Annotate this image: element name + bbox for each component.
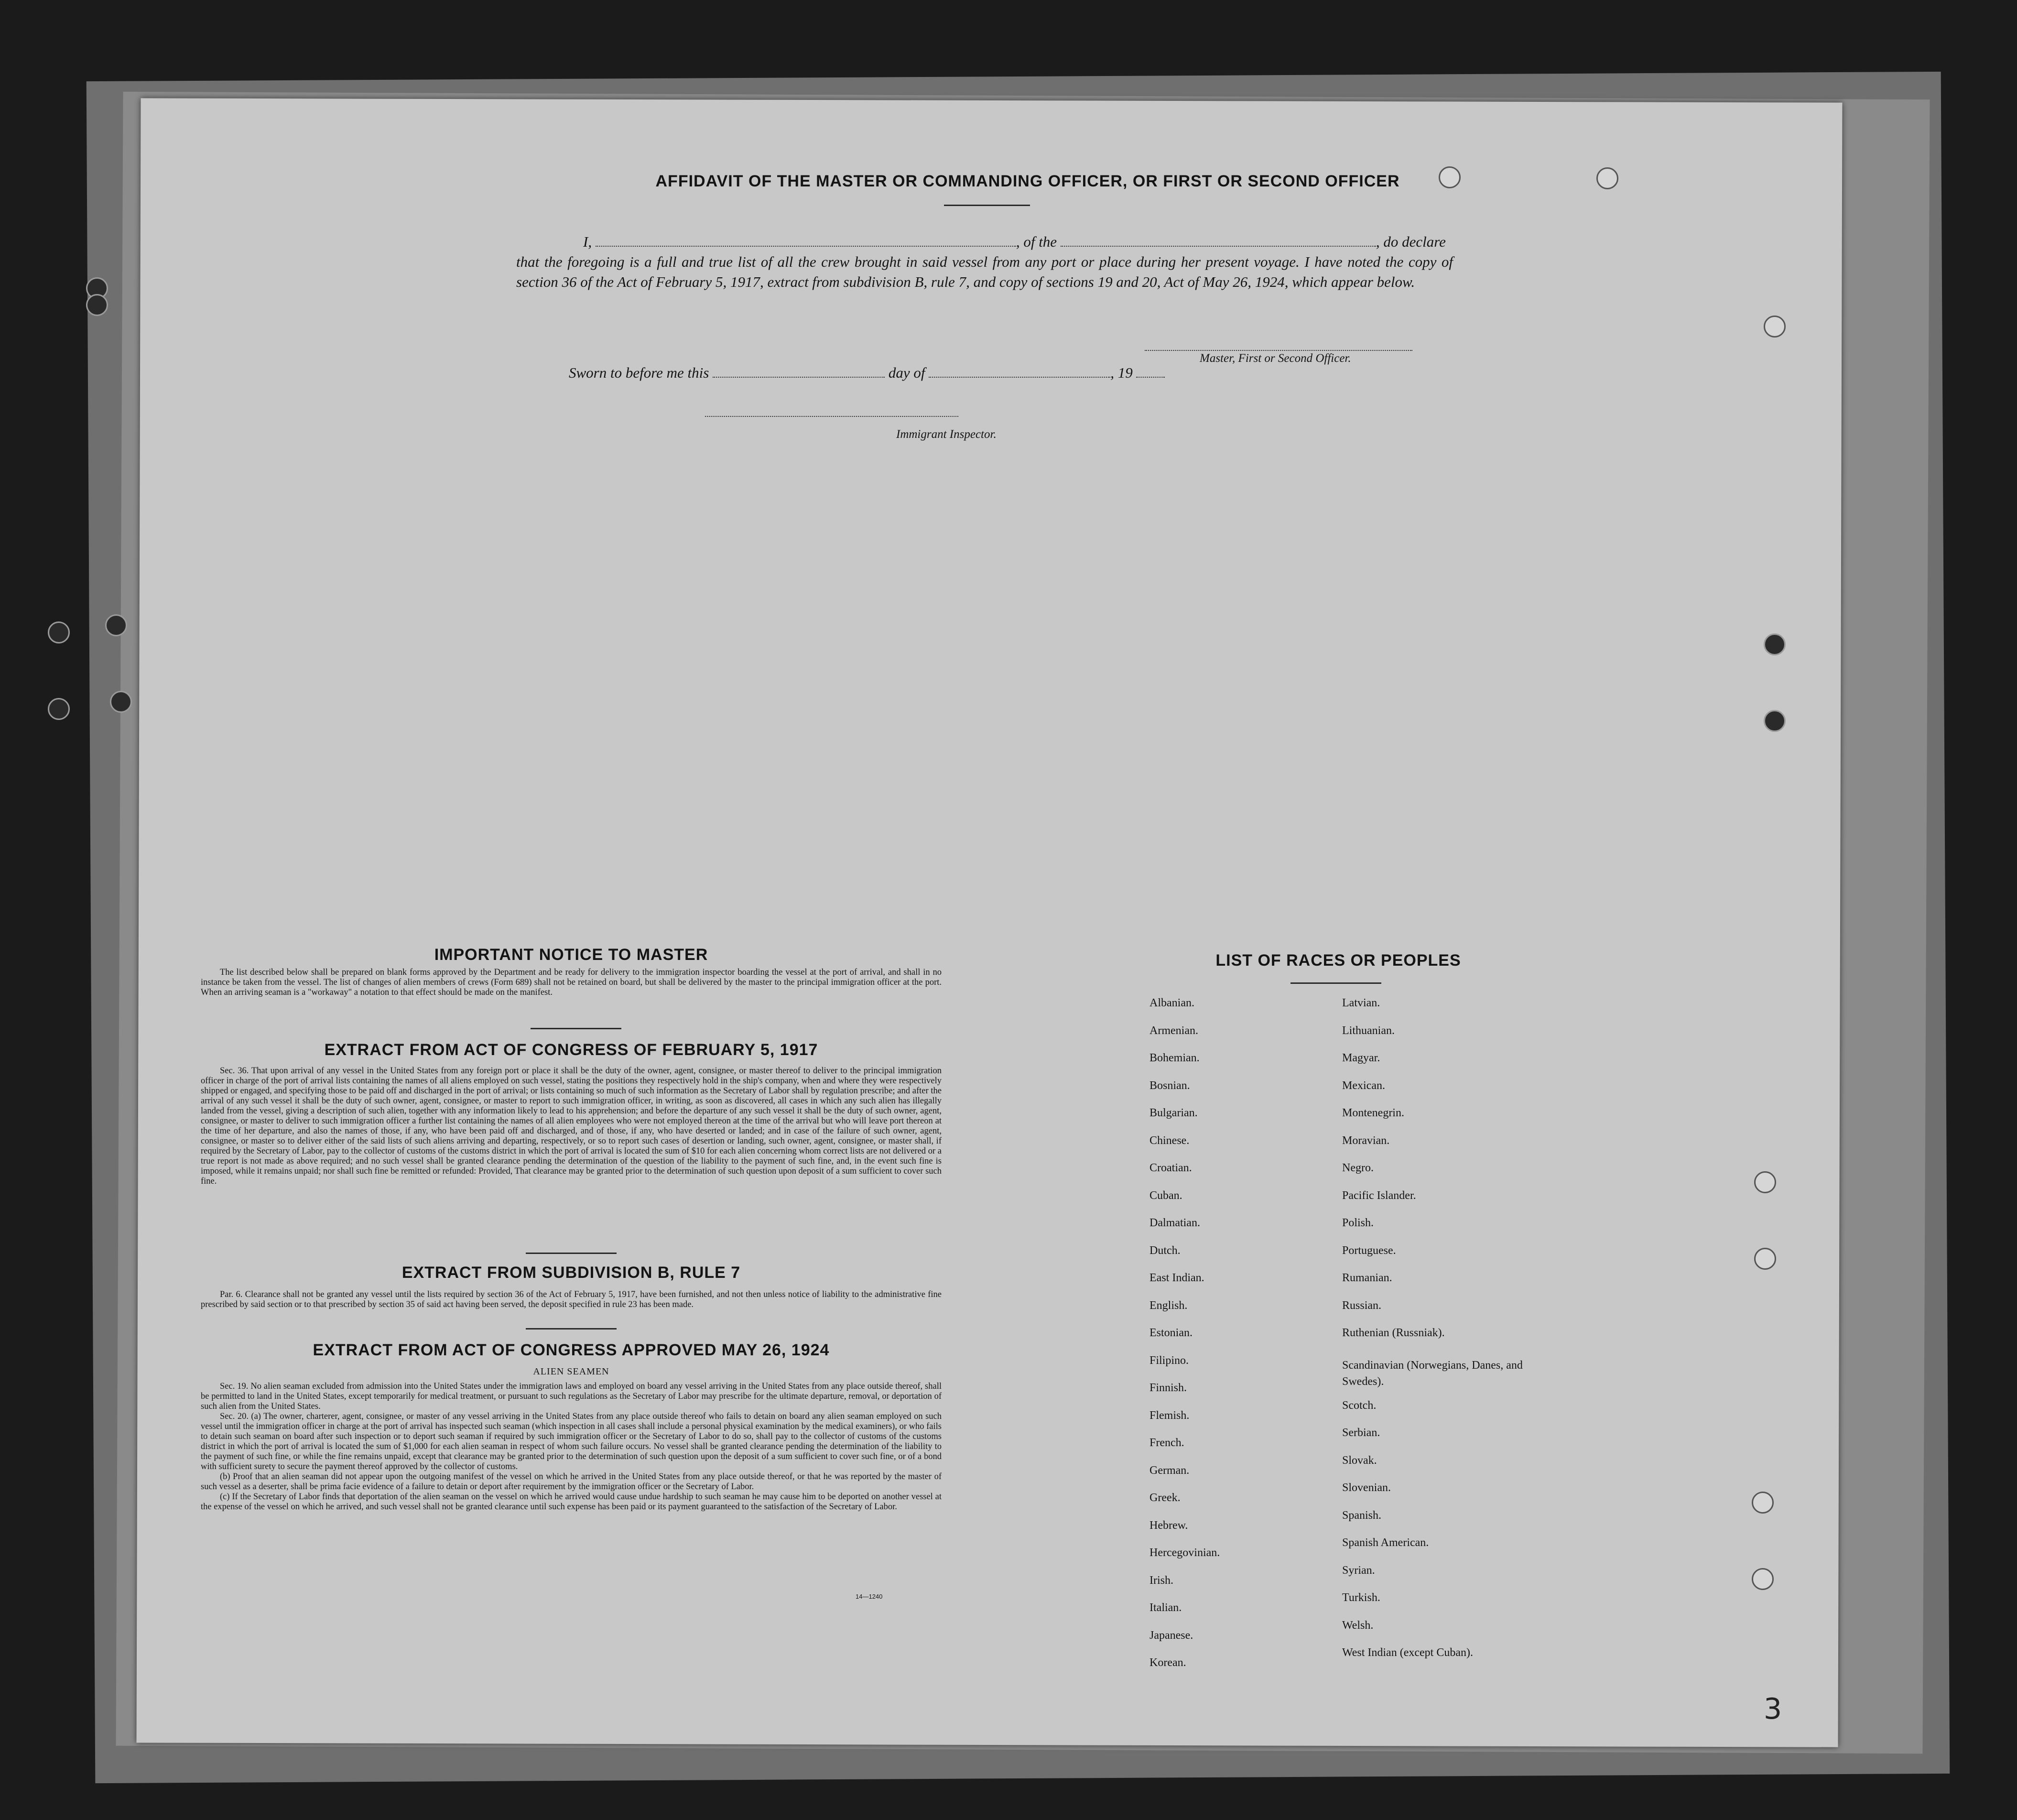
- race-item: Irish.: [1149, 1574, 1173, 1587]
- sec-19-paragraph: Sec. 19. No alien seaman excluded from admission into the United States under the immigration laws and employed on board any vessel arriving in the United States from any place outside thereof, shall be permitted to land in the United States, except temporarily for medical treatment, or pursuant to such regulations as the Secretary of Labor may prescribe for the ultimate departure, removal, or deportation of such alien from the United States.: [201, 1382, 942, 1411]
- punch-hole: [48, 698, 70, 720]
- affidavit-do-declare: , do declare: [1376, 233, 1446, 250]
- notice-paragraph: The list described below shall be prepared on blank forms approved by the Department and be ready for delivery to the immigration inspector boarding the vessel at the port of arrival, and shall in no instance be taken from the vessel. The list of changes of alien members of crews (Form 689) shall not be retained on board, but shall be delivered by the master to the principal immigration officer at the port. When an arriving seaman is a "workaway" a notation to that effect should be made on the manifest.: [201, 968, 942, 997]
- sec-20b-paragraph: (b) Proof that an alien seaman did not appear upon the outgoing manifest of the vessel on which he arrived in the United States from any place outside thereof, or that he was reported by the master of such vessel as a deserter, shall be prima facie evidence of a failure to detain or deport after requirement by the immigration officer or the Secretary of Labor.: [201, 1472, 942, 1492]
- race-item: Finnish.: [1149, 1382, 1187, 1394]
- sworn-date-blank[interactable]: [713, 364, 885, 378]
- punch-hole: [1752, 1492, 1774, 1514]
- master-signature-label: Master, First or Second Officer.: [1200, 352, 1351, 365]
- race-item: Serbian.: [1342, 1427, 1380, 1439]
- affidavit-title: AFFIDAVIT OF THE MASTER OR COMMANDING OFFICER, OR FIRST OR SECOND OFFICER: [655, 172, 1400, 190]
- sworn-prefix: Sworn to before me this: [569, 364, 709, 381]
- race-item: Polish.: [1342, 1217, 1374, 1229]
- sworn-day-of: day of: [888, 364, 925, 381]
- punch-hole: [1754, 1171, 1776, 1193]
- race-item: Mexican.: [1342, 1079, 1385, 1092]
- punch-hole: [1764, 710, 1786, 732]
- affidavit-statement: that the foregoing is a full and true list of all the crew brought in said vessel from any port or place during her present voyage. I have noted the copy of section 36 of the Act of February 5, 1917, extract from subdivision B, rule 7, and copy of sections 19 and 20, Act of May 26, 1924, which appear below.: [516, 253, 1453, 290]
- par-6-paragraph: Par. 6. Clearance shall not be granted any vessel until the lists required by section 36 of the Act of February 5, 1917, have been furnished, and not then unless notice of liability to the administrative fine prescribed by said section or to that prescribed by section 35 of said act having been served, the deposit specified in rule 23 has been made.: [201, 1290, 942, 1309]
- race-item: Albanian.: [1149, 997, 1194, 1009]
- extract-rule7-text: [201, 1290, 942, 1310]
- race-item: Negro.: [1342, 1162, 1374, 1174]
- sec-36-paragraph: Sec. 36. That upon arrival of any vessel in the United States from any foreign port or place it shall be the duty of the owner, agent, consignee, or master thereof to deliver to the principal immigration officer in charge of the port of arrival lists containing the names of all aliens employed on such vessel, stating the positions they respectively hold in the ship's company, when and where they were respectively shipped or engaged, and specifying those to be paid off and discharged in the port of arrival; or lists containing so much of such information as the Secretary of Labor shall by regulation prescribe; and after the arrival of any such vessel it shall be the duty of such owner, agent, consignee, or master to report to such immigration officer, in writing, as soon as discovered, all cases in which any such alien has illegally landed from the vessel, giving a description of such alien, together with any information likely to lead to his apprehension; and before the departure of any such vessel it shall be the duty of such owner, agent, consignee, or master to deliver to such immigration officer a further list containing the names of all alien employees who were not employed thereon at the time of the arrival but who will leave port thereon at the time of her departure, and also the names of those, if any, who have been paid off and discharged, and of those, if any, who have deserted or landed; and in case of the failure of such owner, agent, consignee, or master so to deliver either of the said lists of such aliens arriving and departing, respectively, or so to report such cases of desertion or landing, such owner, agent, consignee, or master shall, if required by the Secretary of Labor, pay to the collector of customs of the customs district in which the port of arrival is located the sum of $10 for each alien concerning whom correct lists are not delivered or a true report is not made as above required; and no such vessel shall be granted clearance pending the determination of the question of the liability to the payment of such fine, and, in the event such fine is imposed, while it remains unpaid; nor shall such fine be remitted or refunded: Provided, That clearance may be granted prior to the determination of such question upon deposit of a sum sufficient to cover such fine.: [201, 1066, 942, 1186]
- races-right-column: [1342, 997, 1524, 1674]
- master-signature-line[interactable]: [1145, 349, 1412, 351]
- punch-hole: [1596, 167, 1618, 189]
- race-item: Turkish.: [1342, 1591, 1380, 1604]
- race-item: English.: [1149, 1299, 1188, 1312]
- race-item: Bosnian.: [1149, 1079, 1190, 1092]
- sworn-year-blank[interactable]: [1136, 364, 1165, 378]
- race-item: Dalmatian.: [1149, 1217, 1200, 1229]
- sec-20a-paragraph: Sec. 20. (a) The owner, charterer, agent, consignee, or master of any vessel arriving in the United States from any place outside thereof who fails to detain on board any alien seaman employed on such vessel until the immigration officer in charge at the port of arrival has inspected such seaman (which inspection in all cases shall include a personal physical examination by the medical examiners), or who fails to detain such seaman on board after such inspection or to deport such seaman if required by such immigration officer or the Secretary of Labor to do so, shall pay to the collector of customs of the customs district in which the port of arrival is located the sum of $1,000 for each alien seaman in respect of whom such failure occurs. No vessel shall be granted clearance pending the determination of the liability to the payment of such fine, or while the fine remains unpaid, except that clearance may be granted prior to the determination of such question upon the deposit of a sum sufficient to cover such fine, or of a bond with sufficient surety to secure the payment thereof approved by the collector of customs.: [201, 1412, 942, 1471]
- punch-hole: [1764, 633, 1786, 655]
- punch-hole: [48, 621, 70, 643]
- punch-hole: [1439, 166, 1461, 188]
- inspector-signature-line[interactable]: [705, 415, 958, 417]
- race-item: Syrian.: [1342, 1564, 1375, 1577]
- race-item: West Indian (except Cuban).: [1342, 1646, 1473, 1659]
- extract-1924-text: [201, 1382, 942, 1512]
- notice-title: IMPORTANT NOTICE TO MASTER: [434, 946, 708, 964]
- sworn-year: , 19: [1110, 364, 1133, 381]
- extract-1917-text: [201, 1066, 942, 1187]
- race-item: French.: [1149, 1437, 1184, 1449]
- race-item: Ruthenian (Russniak).: [1342, 1327, 1445, 1339]
- race-item: Japanese.: [1149, 1629, 1193, 1642]
- section-divider: [526, 1253, 617, 1254]
- race-item: Armenian.: [1149, 1024, 1198, 1037]
- race-item: Portuguese.: [1342, 1244, 1396, 1257]
- race-item: Cuban.: [1149, 1189, 1182, 1202]
- punch-hole: [86, 294, 108, 316]
- race-item: Chinese.: [1149, 1134, 1190, 1147]
- race-item: Slovak.: [1342, 1454, 1377, 1467]
- race-item: Bohemian.: [1149, 1052, 1200, 1064]
- punch-hole: [110, 691, 132, 713]
- punch-hole: [1752, 1568, 1774, 1590]
- notice-text: [201, 968, 942, 998]
- race-item: Rumanian.: [1342, 1272, 1392, 1284]
- race-item: East Indian.: [1149, 1272, 1204, 1284]
- race-item: German.: [1149, 1464, 1190, 1477]
- extract-1924-subtitle: ALIEN SEAMEN: [533, 1366, 609, 1377]
- inspector-label: Immigrant Inspector.: [896, 428, 997, 441]
- extract-1924-title: EXTRACT FROM ACT OF CONGRESS APPROVED MAY 26, 1924: [313, 1341, 830, 1359]
- race-item: Slovenian.: [1342, 1482, 1391, 1494]
- race-item: Magyar.: [1342, 1052, 1380, 1064]
- title-divider: [944, 205, 1030, 206]
- form-number: 14—1240: [856, 1593, 883, 1600]
- race-item: Bulgarian.: [1149, 1107, 1198, 1119]
- punch-hole: [105, 614, 127, 636]
- race-item: Korean.: [1149, 1657, 1186, 1669]
- affidavit-of-the: , of the: [1016, 233, 1057, 250]
- race-item: Estonian.: [1149, 1327, 1193, 1339]
- extract-1917-title: EXTRACT FROM ACT OF CONGRESS OF FEBRUARY 5, 1917: [324, 1041, 818, 1059]
- handwritten-page-number: 3: [1764, 1692, 1782, 1726]
- race-item: Flemish.: [1149, 1409, 1190, 1422]
- race-item: Croatian.: [1149, 1162, 1192, 1174]
- races-title: LIST OF RACES OR PEOPLES: [1215, 951, 1461, 970]
- race-item: Italian.: [1149, 1602, 1182, 1614]
- race-item: Hercegovinian.: [1149, 1547, 1220, 1559]
- section-divider: [526, 1328, 617, 1330]
- race-item: Spanish.: [1342, 1509, 1382, 1522]
- name-blank[interactable]: [596, 233, 1016, 247]
- race-item: Scotch.: [1342, 1399, 1377, 1412]
- race-item: Dutch.: [1149, 1244, 1181, 1257]
- race-item: Hebrew.: [1149, 1519, 1188, 1532]
- section-divider: [531, 1028, 621, 1029]
- affidavit-i: I,: [583, 233, 592, 250]
- affidavit-body: [516, 232, 1453, 292]
- race-item: Greek.: [1149, 1492, 1181, 1504]
- race-item: Lithuanian.: [1342, 1024, 1395, 1037]
- race-item: Filipino.: [1149, 1354, 1189, 1367]
- race-item: Moravian.: [1342, 1134, 1390, 1147]
- race-item: Spanish American.: [1342, 1537, 1429, 1549]
- punch-hole: [1764, 316, 1786, 338]
- sec-20c-paragraph: (c) If the Secretary of Labor finds that deportation of the alien seaman on the vessel on which he arrived would cause undue hardship to such seaman he may cause him to be deported on another vessel at the expense of the vessel on which he arrived, and such vessel shall not be granted clearance until such expense has been paid or its payment guaranteed to the satisfaction of the Secretary of Labor.: [201, 1492, 942, 1512]
- sworn-line: [569, 364, 1165, 381]
- sworn-month-blank[interactable]: [929, 364, 1110, 378]
- races-divider: [1290, 982, 1381, 984]
- race-item: Latvian.: [1342, 997, 1380, 1009]
- race-item: Montenegrin.: [1342, 1107, 1404, 1119]
- race-item: Pacific Islander.: [1342, 1189, 1416, 1202]
- punch-hole: [1754, 1248, 1776, 1270]
- race-item: Scandinavian (Norwegians, Danes, and Swedes).: [1342, 1359, 1523, 1388]
- races-left-column: [1149, 997, 1220, 1684]
- extract-rule7-title: EXTRACT FROM SUBDIVISION B, RULE 7: [401, 1264, 741, 1282]
- race-item: Welsh.: [1342, 1619, 1374, 1632]
- race-item: Russian.: [1342, 1299, 1382, 1312]
- vessel-blank[interactable]: [1061, 233, 1376, 247]
